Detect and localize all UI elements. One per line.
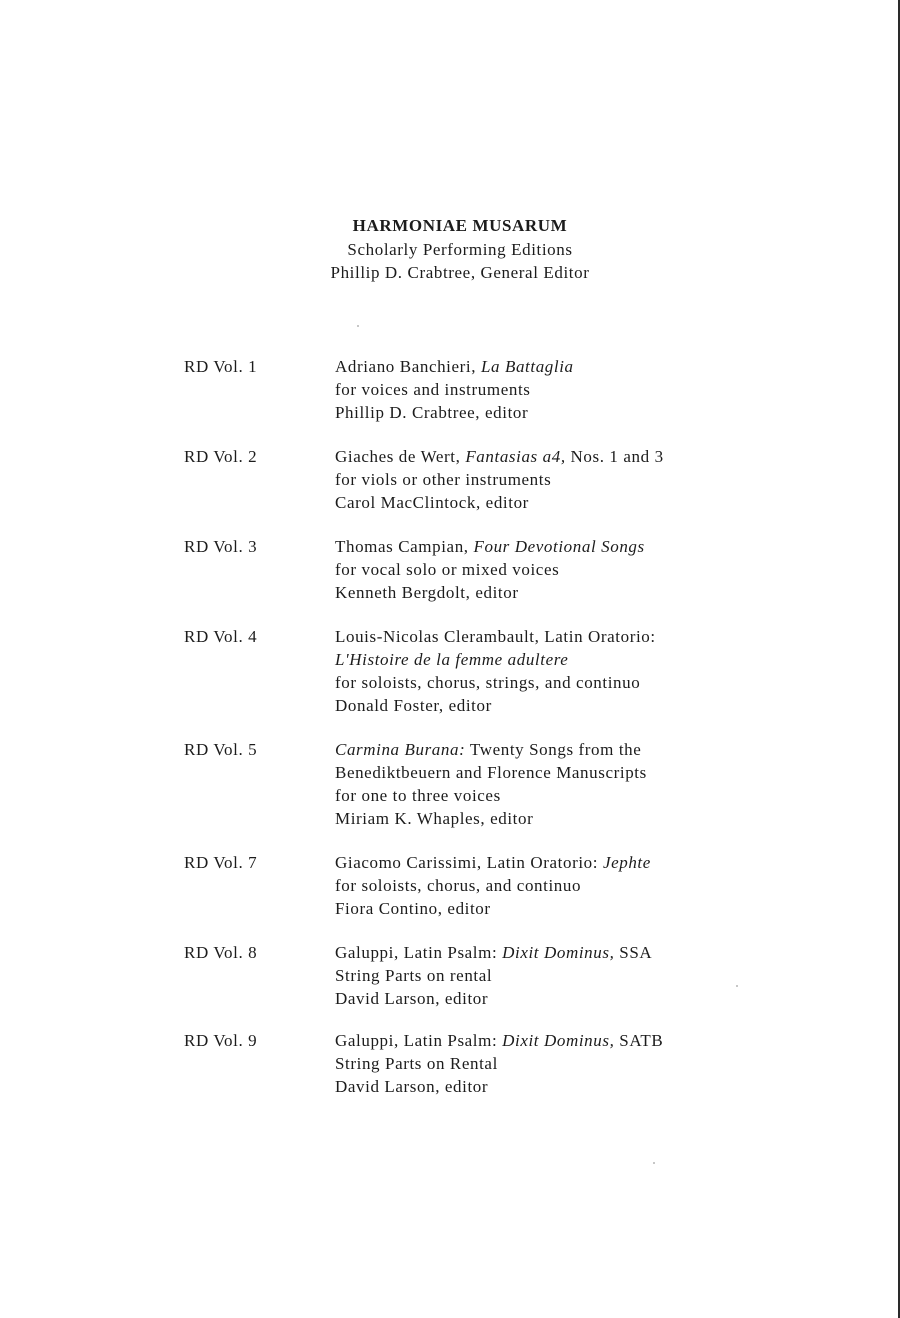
work-title-line: Louis-Nicolas Clerambault, Latin Oratorio: — [335, 627, 656, 646]
work-title-line — [335, 851, 651, 874]
composer-text: Giaches de Wert, — [335, 447, 466, 466]
catalog-entry — [184, 1029, 824, 1098]
work-title: Jephte — [602, 853, 651, 872]
scoring-line: for one to three voices — [335, 786, 501, 805]
general-editor: Phillip D. Crabtree, General Editor — [330, 263, 590, 282]
work-title-suffix: SSA — [614, 943, 653, 962]
composer-text: Giacomo Carissimi, Latin Oratorio: — [335, 853, 603, 872]
composer-text: Galuppi, Latin Psalm: — [335, 943, 503, 962]
entry-description — [335, 1029, 663, 1098]
editor-line: Kenneth Bergdolt, editor — [335, 583, 519, 602]
work-title-line — [335, 738, 647, 761]
volume-number: RD Vol. 5 — [184, 740, 258, 759]
entry-description — [335, 625, 656, 717]
work-title-line — [335, 1029, 663, 1052]
work-title: La Battaglia — [480, 357, 574, 376]
work-title-line — [335, 535, 645, 558]
volume-number: RD Vol. 3 — [184, 537, 258, 556]
editor-line: David Larson, editor — [335, 989, 489, 1008]
work-title-line — [335, 941, 652, 964]
scoring-line: String Parts on Rental — [335, 1054, 498, 1073]
editor-line: Fiora Contino, editor — [335, 899, 491, 918]
catalog-entry — [184, 625, 824, 717]
work-title-suffix: Nos. 1 and 3 — [565, 447, 664, 466]
entry-description — [335, 738, 647, 830]
work-title: Dixit Dominus, — [502, 1031, 615, 1050]
scoring-line: for viols or other instruments — [335, 470, 552, 489]
catalog-entry — [184, 445, 824, 514]
catalog-entry — [184, 535, 824, 604]
volume-number: RD Vol. 7 — [184, 853, 258, 872]
volume-number: RD Vol. 9 — [184, 1031, 258, 1050]
series-subtitle: Scholarly Performing Editions — [347, 240, 573, 259]
entry-description — [335, 851, 651, 920]
volume-catalog — [184, 355, 824, 1119]
entry-description — [335, 941, 652, 1010]
work-title: Carmina Burana: — [335, 740, 466, 759]
catalog-entry — [184, 738, 824, 830]
entry-description — [335, 535, 645, 604]
composer-text: Thomas Campian, — [335, 537, 474, 556]
entry-description — [335, 355, 574, 424]
work-title: Fantasias a4, — [465, 447, 566, 466]
work-title-line — [335, 445, 664, 468]
work-title: Four Devotional Songs — [473, 537, 645, 556]
work-title-suffix: SATB — [614, 1031, 664, 1050]
series-title: HARMONIAE MUSARUM — [352, 216, 568, 235]
scoring-line: String Parts on rental — [335, 966, 493, 985]
scoring-line: for soloists, chorus, and continuo — [335, 876, 582, 895]
work-title-continued: Benediktbeuern and Florence Manuscripts — [335, 763, 647, 782]
work-title: L'Histoire de la femme adultere — [335, 650, 569, 669]
scoring-line: for soloists, chorus, strings, and continuo — [335, 673, 641, 692]
editor-line: Carol MacClintock, editor — [335, 493, 529, 512]
volume-number: RD Vol. 1 — [184, 357, 258, 376]
volume-number: RD Vol. 2 — [184, 447, 258, 466]
entry-description — [335, 445, 664, 514]
editor-line: Phillip D. Crabtree, editor — [335, 403, 529, 422]
work-title: Dixit Dominus, — [502, 943, 615, 962]
work-title-line — [335, 355, 574, 378]
composer-text: Adriano Banchieri, — [335, 357, 481, 376]
editor-line: David Larson, editor — [335, 1077, 489, 1096]
work-title-suffix: Twenty Songs from the — [465, 740, 642, 759]
scan-speck — [736, 985, 738, 987]
editor-line: Donald Foster, editor — [335, 696, 492, 715]
scoring-line: for voices and instruments — [335, 380, 531, 399]
volume-number: RD Vol. 8 — [184, 943, 258, 962]
series-header — [0, 214, 900, 284]
catalog-entry — [184, 851, 824, 920]
composer-text: Galuppi, Latin Psalm: — [335, 1031, 503, 1050]
volume-number: RD Vol. 4 — [184, 627, 258, 646]
catalog-entry — [184, 941, 824, 1010]
editor-line: Miriam K. Whaples, editor — [335, 809, 534, 828]
catalog-entry — [184, 355, 824, 424]
scoring-line: for vocal solo or mixed voices — [335, 560, 560, 579]
scan-speck — [653, 1162, 655, 1164]
scan-speck — [357, 325, 359, 327]
